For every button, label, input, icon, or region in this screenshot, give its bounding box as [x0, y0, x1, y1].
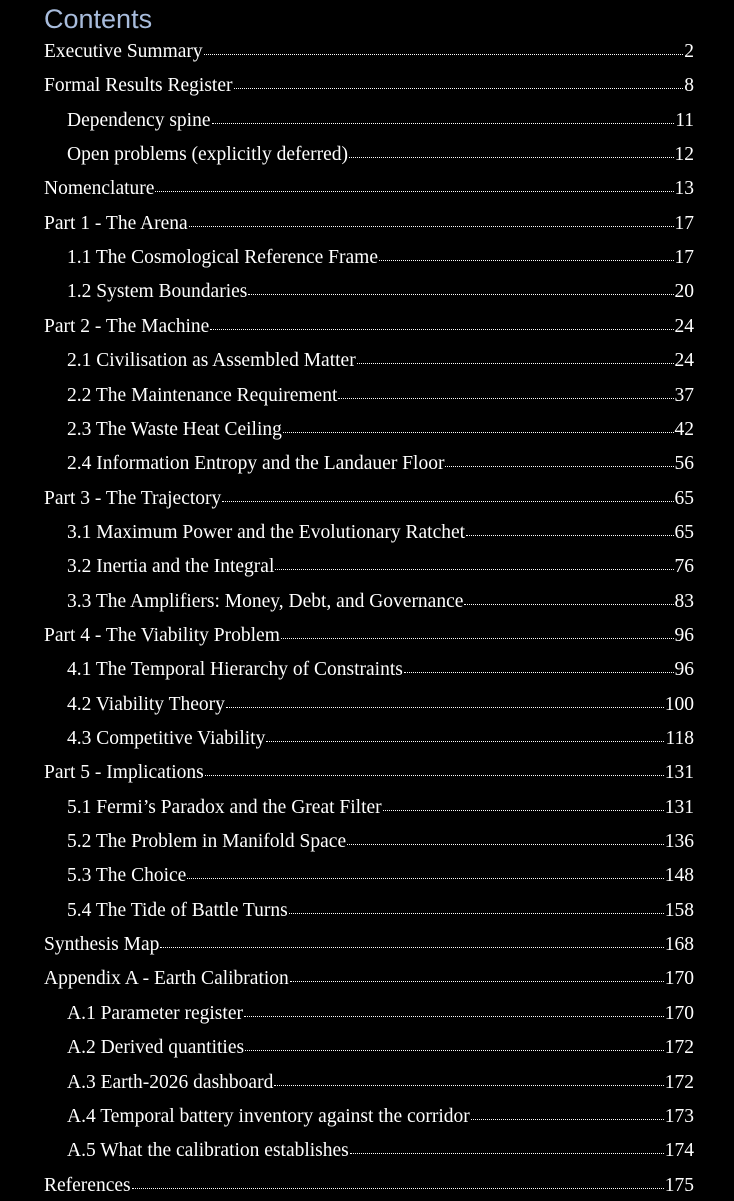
dot-leader [204, 54, 684, 55]
toc-entry-label: 4.2 Viability Theory [67, 693, 225, 715]
dot-leader [187, 878, 663, 879]
toc-entry[interactable] [67, 346, 694, 376]
toc-entry-label: 5.1 Fermi’s Paradox and the Great Filter [67, 796, 382, 818]
toc-entry-page-number: 17 [674, 247, 694, 269]
toc-entry-label: 1.2 System Boundaries [67, 281, 248, 303]
toc-entry-page-number: 83 [674, 590, 694, 612]
dot-leader [347, 844, 664, 845]
toc-entry[interactable] [67, 827, 694, 857]
toc-entry-label: 3.3 The Amplifiers: Money, Debt, and Governance [67, 590, 464, 612]
toc-entry[interactable] [44, 964, 694, 994]
toc-entry-label: 1.1 The Cosmological Reference Frame [67, 247, 379, 269]
toc-entry-page-number: 148 [664, 865, 694, 887]
dot-leader [248, 294, 673, 295]
toc-entry[interactable] [67, 518, 694, 548]
toc-entry[interactable] [67, 861, 694, 891]
toc-entry-label: Part 4 - The Viability Problem [44, 624, 280, 646]
toc-entry-page-number: 96 [674, 659, 694, 681]
toc-entry-label: 2.1 Civilisation as Assembled Matter [67, 350, 356, 372]
toc-entry[interactable] [44, 1171, 694, 1201]
toc-entry[interactable] [44, 71, 694, 101]
toc-entry-label: A.2 Derived quantities [67, 1037, 245, 1059]
toc-entry[interactable] [67, 690, 694, 720]
toc-entry-label: 3.2 Inertia and the Integral [67, 556, 275, 578]
toc-entry-label: Formal Results Register [44, 75, 233, 97]
toc-entry-page-number: 172 [664, 1037, 694, 1059]
toc-entry[interactable] [44, 209, 694, 239]
dot-leader [404, 672, 674, 673]
dot-leader [132, 1188, 664, 1189]
toc-entry-label: 2.4 Information Entropy and the Landauer Floor [67, 453, 445, 475]
toc-entry[interactable] [67, 449, 694, 479]
toc-entry-page-number: 65 [674, 487, 694, 509]
toc-entry-label: A.4 Temporal battery inventory against the corridor [67, 1105, 470, 1127]
toc-entry-page-number: 170 [664, 968, 694, 990]
toc-entry-page-number: 56 [674, 453, 694, 475]
toc-entry-label: Part 5 - Implications [44, 762, 204, 784]
dot-leader [289, 913, 664, 914]
toc-entry[interactable] [67, 140, 694, 170]
toc-entry-label: Part 2 - The Machine [44, 315, 210, 337]
toc-entry[interactable] [44, 621, 694, 651]
dot-leader [189, 226, 674, 227]
dot-leader [266, 741, 664, 742]
toc-entry-page-number: 24 [674, 350, 694, 372]
dot-leader [383, 810, 664, 811]
page-title: Contents [44, 4, 153, 34]
toc-entry-label: A.3 Earth-2026 dashboard [67, 1071, 274, 1093]
toc-entry-label: 2.3 The Waste Heat Ceiling [67, 418, 282, 440]
toc-entry-page-number: 20 [674, 281, 694, 303]
toc-entry-label: Open problems (explicitly deferred) [67, 144, 349, 166]
toc-entry[interactable] [67, 793, 694, 823]
toc-entry[interactable] [67, 552, 694, 582]
dot-leader [290, 981, 664, 982]
dot-leader [357, 363, 674, 364]
toc-entry-page-number: 17 [674, 212, 694, 234]
toc-entry[interactable] [67, 999, 694, 1029]
toc-entry-page-number: 174 [664, 1140, 694, 1162]
toc-entry-label: 4.1 The Temporal Hierarchy of Constraints [67, 659, 403, 681]
toc-entry-label: 5.3 The Choice [67, 865, 187, 887]
dot-leader [210, 329, 673, 330]
toc-entry[interactable] [44, 484, 694, 514]
toc-entry-page-number: 8 [684, 75, 694, 97]
dot-leader [350, 1153, 664, 1154]
toc-entry-label: Dependency spine [67, 109, 211, 131]
dot-leader [349, 157, 673, 158]
toc-entry-page-number: 136 [664, 831, 694, 853]
toc-entry-page-number: 12 [674, 144, 694, 166]
dot-leader [160, 947, 663, 948]
toc-entry-label: A.5 What the calibration establishes [67, 1140, 349, 1162]
dot-leader [234, 88, 684, 89]
toc-entry[interactable] [67, 243, 694, 273]
toc-entry-label: Synthesis Map [44, 934, 160, 956]
dot-leader [212, 123, 675, 124]
toc-entry[interactable] [67, 1136, 694, 1166]
toc-entry-page-number: 158 [664, 899, 694, 921]
toc-entry[interactable] [67, 1033, 694, 1063]
toc-entry-page-number: 96 [674, 624, 694, 646]
toc-entry-page-number: 2 [684, 41, 694, 62]
dot-leader [222, 501, 673, 502]
toc-entry-page-number: 100 [664, 693, 694, 715]
dot-leader [281, 638, 674, 639]
toc-entry-page-number: 42 [674, 418, 694, 440]
dot-leader [464, 604, 673, 605]
toc-entry-page-number: 37 [674, 384, 694, 406]
toc-entry-page-number: 76 [674, 556, 694, 578]
toc-entry-page-number: 131 [664, 796, 694, 818]
toc-entry[interactable] [67, 106, 694, 136]
toc-entry-label: A.1 Parameter register [67, 1002, 243, 1024]
toc-entry[interactable] [44, 930, 694, 960]
toc-entry[interactable] [44, 758, 694, 788]
toc-entry-label: Part 1 - The Arena [44, 212, 188, 234]
toc-entry-label: 3.1 Maximum Power and the Evolutionary Ratchet [67, 521, 466, 543]
toc-entry-label: Nomenclature [44, 178, 155, 200]
toc-entry-page-number: 172 [664, 1071, 694, 1093]
toc-entry-page-number: 173 [664, 1105, 694, 1127]
dot-leader [466, 535, 673, 536]
toc-entry[interactable] [67, 1068, 694, 1098]
dot-leader [245, 1050, 664, 1051]
toc-entry-label: Appendix A - Earth Calibration [44, 968, 289, 990]
toc-entry[interactable] [67, 587, 694, 617]
dot-leader [155, 191, 673, 192]
toc-entry-page-number: 175 [664, 1174, 694, 1196]
toc-entry-label: Part 3 - The Trajectory [44, 487, 222, 509]
toc-entry-page-number: 13 [674, 178, 694, 200]
toc-entry[interactable] [44, 37, 694, 67]
toc-entry[interactable] [67, 724, 694, 754]
toc-entry[interactable] [67, 896, 694, 926]
dot-leader [445, 466, 673, 467]
toc-entry-page-number: 170 [664, 1002, 694, 1024]
toc-entry-page-number: 65 [674, 521, 694, 543]
toc-entry-label: References [44, 1174, 131, 1196]
toc-entry[interactable] [67, 1102, 694, 1132]
toc-entry[interactable] [67, 415, 694, 445]
toc-entry-page-number: 118 [665, 728, 694, 749]
dot-leader [274, 1085, 663, 1086]
toc-entry-page-number: 131 [664, 762, 694, 784]
toc-entry-label: 5.2 The Problem in Manifold Space [67, 831, 347, 853]
dot-leader [379, 260, 673, 261]
toc-entry-label: 5.4 The Tide of Battle Turns [67, 899, 288, 921]
toc-entry[interactable] [67, 277, 694, 307]
toc-entry[interactable] [44, 174, 694, 204]
dot-leader [205, 775, 664, 776]
dot-leader [338, 398, 673, 399]
dot-leader [226, 707, 664, 708]
dot-leader [471, 1119, 664, 1120]
dot-leader [244, 1016, 664, 1017]
toc-entry-page-number: 24 [674, 315, 694, 337]
toc-entry-page-number: 168 [664, 934, 694, 956]
toc-entry-label: Executive Summary [44, 41, 203, 62]
dot-leader [275, 569, 673, 570]
toc-entry-label: 4.3 Competitive Viability [67, 728, 266, 749]
dot-leader [283, 432, 674, 433]
toc-entry-page-number: 11 [675, 109, 694, 131]
toc-entry[interactable] [67, 381, 694, 411]
toc-entry[interactable] [44, 312, 694, 342]
toc-entry[interactable] [67, 655, 694, 685]
toc-entry-label: 2.2 The Maintenance Requirement [67, 384, 338, 406]
